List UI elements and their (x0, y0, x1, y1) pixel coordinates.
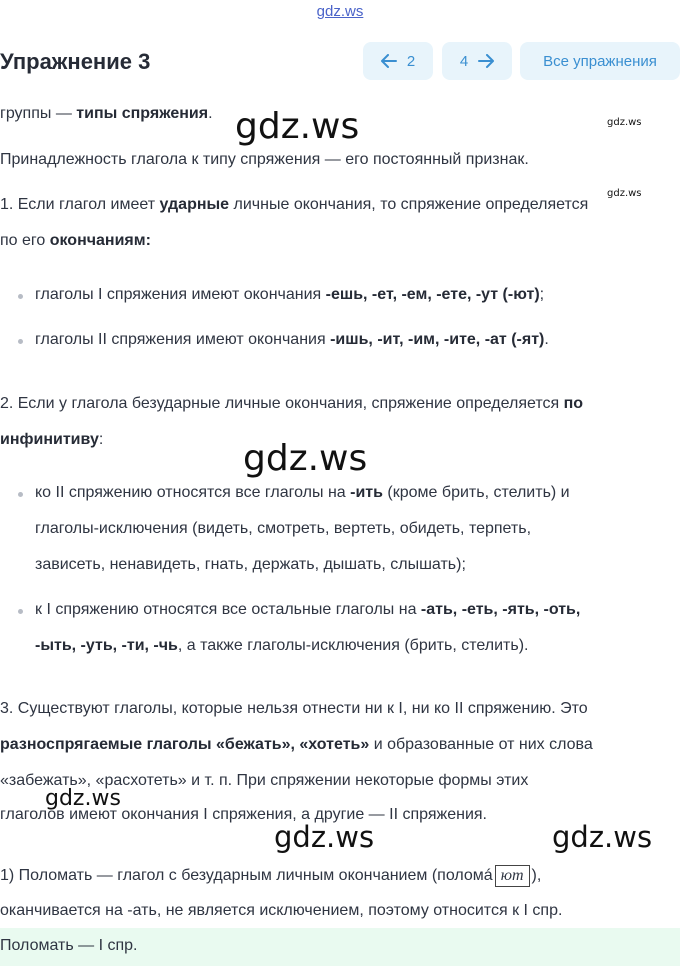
text-span: : (98, 431, 104, 448)
all-exercises-button[interactable] (520, 42, 680, 80)
text-span: ко II спряжению относятся все глаголы на (35, 484, 351, 501)
text-span: личные окончания, то спряжение определяется (229, 196, 589, 213)
bullet-dot (18, 294, 23, 299)
text-span: 1. Если глагол имеет (0, 196, 160, 213)
text-span: ; (539, 286, 545, 303)
text-line (0, 431, 103, 449)
bold-term: -ишь, -ит, -им, -ите, -ат (-ят) (330, 331, 545, 348)
text-span: глаголы I спряжения имеют окончания (35, 286, 326, 303)
watermark: gdz.ws (607, 117, 642, 128)
bold-term: -ешь, -ет, -ем, -ете, -ут (-ют) (325, 286, 540, 303)
ending-highlight-box: ют (495, 865, 530, 887)
text-span: . (208, 105, 213, 122)
solution-line: оканчивается на -ать, не является исключением, поэтому относится к I спр. (0, 902, 563, 919)
text-line (0, 105, 213, 123)
text-span: (кроме брить, стелить) и (382, 484, 570, 501)
list-item (35, 286, 544, 304)
bullet-dot (18, 339, 23, 344)
prev-exercise-button[interactable] (363, 42, 433, 80)
text-line: глаголов имеют окончания I спряжения, а другие — II спряжения. (0, 806, 487, 823)
bold-term: -ать, -еть, -ять, -оть, (420, 601, 581, 618)
arrow-left-icon (381, 54, 397, 68)
exercise-header (0, 40, 680, 82)
arrow-right-icon (478, 54, 494, 68)
bullet-dot (18, 492, 23, 497)
text-line (0, 736, 593, 754)
bold-term: разноспрягаемые глаголы «бежать», «хотеть» (0, 736, 370, 753)
bullet-dot (18, 609, 23, 614)
watermark: gdz.ws (45, 786, 121, 811)
list-item-continuation (35, 637, 528, 655)
text-span: 1) Поломать — глагол с безударным личным окончанием (поломá (0, 867, 493, 884)
list-item (35, 331, 549, 349)
watermark: gdz.ws (274, 820, 375, 854)
text-line (0, 196, 588, 214)
next-exercise-label: 4 (459, 52, 469, 70)
text-span: , а также глаголы-исключения (брить, стелить). (177, 637, 529, 654)
next-exercise-button[interactable] (442, 42, 512, 80)
answer-text: Поломать — I спр. (0, 937, 138, 954)
solution-line (0, 865, 541, 887)
top-watermark-link[interactable]: gdz.ws (316, 3, 364, 20)
page-title: Упражнение 3 (0, 49, 151, 74)
list-item-continuation: глаголы-исключения (видеть, смотреть, вертеть, обидеть, терпеть, (35, 520, 532, 537)
text-line: «забежать», «расхотеть» и т. п. При спряжении некоторые формы этих (0, 772, 529, 789)
bold-term: окончаниям: (49, 232, 151, 249)
bold-term: ударные (159, 196, 230, 213)
text-span: 2. Если у глагола безударные личные окончания, спряжение определяется (0, 395, 564, 412)
prev-exercise-label: 2 (406, 52, 416, 70)
text-span: по его (0, 232, 50, 249)
text-span: ), (531, 867, 542, 884)
list-item (35, 484, 570, 502)
bold-term: -ыть, -уть, -ти, -чь (35, 637, 178, 654)
bold-term: типы спряжения (76, 105, 209, 122)
text-span: к I спряжению относятся все остальные глаголы на (35, 601, 421, 618)
text-line: 3. Существуют глаголы, которые нельзя отнести ни к I, ни ко II спряжению. Это (0, 700, 588, 717)
bold-term: -ить (350, 484, 383, 501)
bold-term: по (563, 395, 584, 412)
text-span: и образованные от них слова (369, 736, 593, 753)
watermark: gdz.ws (243, 438, 368, 479)
all-exercises-label: Все упражнения (543, 52, 657, 70)
answer-box (0, 928, 680, 966)
text-span: . (544, 331, 549, 348)
watermark: gdz.ws (552, 820, 653, 854)
text-line (0, 232, 151, 250)
text-line (0, 395, 583, 413)
text-span: глаголы II спряжения имеют окончания (35, 331, 331, 348)
list-item (35, 601, 580, 619)
text-line: Принадлежность глагола к типу спряжения — его постоянный признак. (0, 151, 529, 168)
watermark: gdz.ws (235, 106, 360, 147)
bold-term: инфинитиву (0, 431, 99, 448)
list-item-continuation: зависеть, ненавидеть, гнать, держать, дышать, слышать); (35, 556, 466, 573)
watermark: gdz.ws (607, 188, 642, 199)
text-span: группы — (0, 105, 77, 122)
